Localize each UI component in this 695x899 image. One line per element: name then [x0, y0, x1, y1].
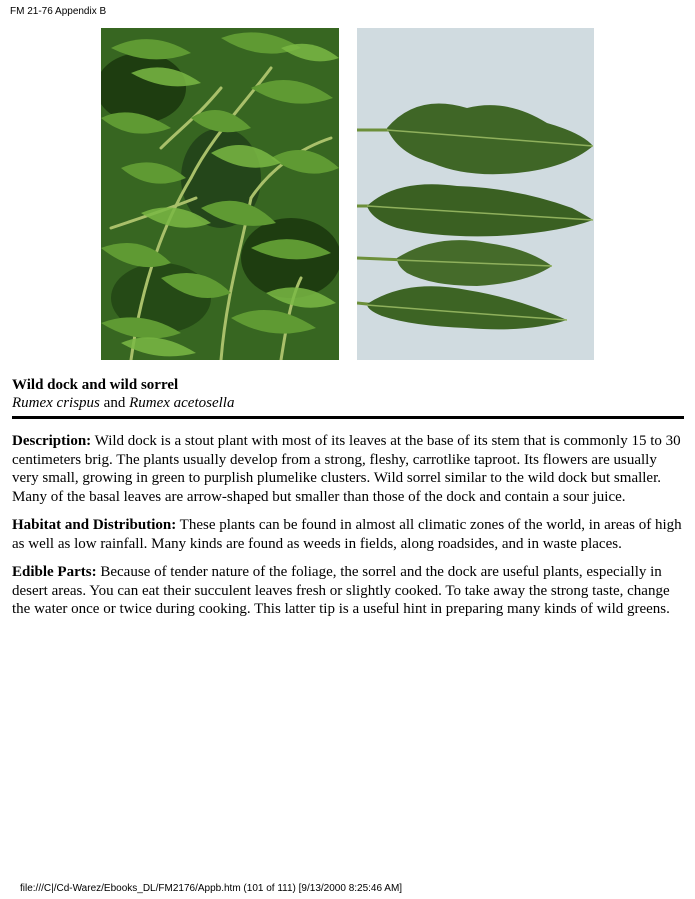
plant-latin-names: [12, 394, 682, 412]
plant-description-body: [12, 432, 684, 629]
wild-dock-plant-photo: [101, 28, 339, 360]
description-text: Wild dock is a stout plant with most of its leaves at the base of its stem that is commonly 15 to 30 centimeters brig. The plants usually develop from a strong, fleshy, carrotlike taproot. Its flowers are usually very small, growing in green to purplish plumelike clusters. Wild sorrel similar to the wild dock but smaller. Many of the basal leaves are arrow-shaped but smaller than those of the dock and contain a sour juice.: [12, 433, 681, 505]
edible-parts-label: Edible Parts:: [12, 564, 97, 580]
latin-name-2: Rumex acetosella: [129, 395, 235, 411]
edible-parts-paragraph: [12, 563, 684, 619]
plant-heading: [12, 376, 682, 412]
heading-divider: [12, 416, 684, 419]
page-footer: file:///C|/Cd-Warez/Ebooks_DL/FM2176/Appb.htm (101 of 111) [9/13/2000 8:25:46 AM]: [20, 883, 403, 894]
habitat-paragraph: [12, 516, 684, 553]
page-header: FM 21-76 Appendix B: [10, 6, 107, 17]
description-paragraph: [12, 432, 684, 506]
edible-parts-text: Because of tender nature of the foliage, the sorrel and the dock are useful plants, especially in desert areas. You can eat their succulent leaves fresh or slightly cooked. To take away the strong taste, change the water once or twice during cooking. This latter tip is a useful hint in preparing many kinds of wild greens.: [12, 564, 670, 617]
plant-common-name: Wild dock and wild sorrel: [12, 377, 179, 393]
latin-connector: and: [99, 395, 130, 411]
latin-name-1: Rumex crispus: [12, 395, 100, 411]
description-label: Description:: [12, 433, 92, 449]
dock-leaves-photo: [357, 28, 594, 360]
habitat-text: These plants can be found in almost all climatic zones of the world, in areas of high as well as low rainfall. Many kinds are found as weeds in fields, along roadsides, and in waste places.: [12, 517, 682, 552]
habitat-label: Habitat and Distribution:: [12, 517, 177, 533]
